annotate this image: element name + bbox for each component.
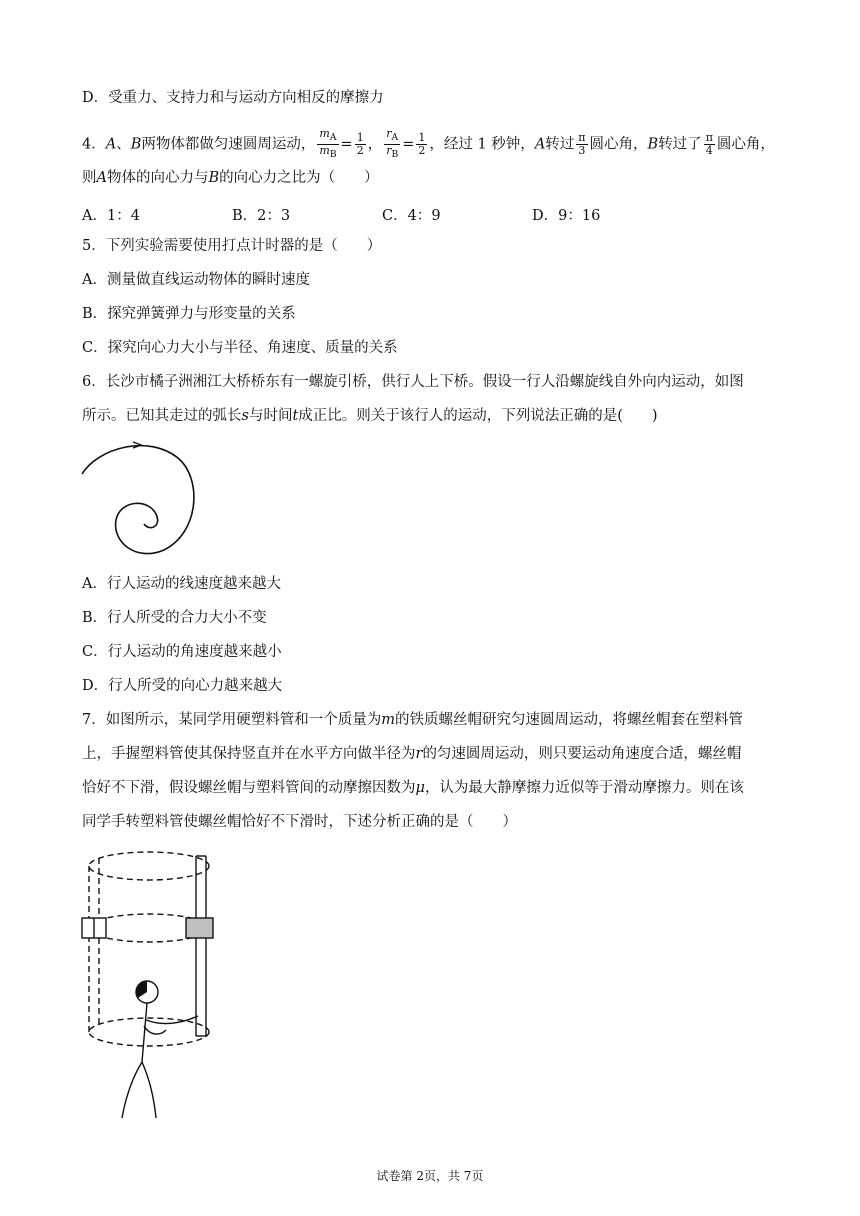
q4-number: 4． bbox=[82, 136, 106, 153]
q4-line2-end: 的向心力之比为（ ） bbox=[219, 170, 379, 186]
three: 3 bbox=[578, 144, 586, 158]
equals-1: = bbox=[340, 136, 353, 153]
q4-option-d[interactable]: D．9：16 bbox=[532, 208, 601, 224]
top-ellipse bbox=[89, 852, 209, 880]
q7-stem-line1 bbox=[82, 710, 743, 730]
m-b: m bbox=[319, 144, 330, 158]
q4-object-b-3: B bbox=[208, 170, 220, 186]
q4-object-a-2: A bbox=[534, 136, 546, 153]
pi-2: π bbox=[705, 131, 713, 145]
q4-sep: 、 bbox=[116, 136, 131, 153]
pi-1: π bbox=[578, 131, 586, 145]
half-fraction-2 bbox=[416, 132, 427, 157]
nut bbox=[186, 918, 213, 938]
q4-object-b: B bbox=[130, 136, 142, 153]
q7-line3-b: ，认为最大静摩擦力近似等于滑动摩擦力。则在该 bbox=[424, 780, 744, 796]
q7-stem-line3 bbox=[82, 778, 744, 798]
q4-stem-text1: 两物体都做匀速圆周运动， bbox=[141, 136, 316, 153]
q7-line2-b: 的匀速圆周运动，则只要运动角速度合适，螺丝帽 bbox=[422, 746, 742, 762]
q4-stem-text6: 圆心角， bbox=[716, 136, 775, 153]
person-body bbox=[142, 1003, 147, 1062]
q4-stem-text3: 转过 bbox=[545, 136, 575, 153]
half-num-2: 1 bbox=[418, 131, 426, 145]
r-b-sub: B bbox=[391, 149, 399, 161]
pi-over-4-fraction bbox=[704, 132, 715, 157]
q6-stem-line2 bbox=[82, 406, 658, 426]
q7-line1-b: 的铁质螺丝帽研究匀速圆周运动，将螺丝帽套在塑料管 bbox=[394, 712, 743, 728]
person-arm-2 bbox=[144, 1026, 166, 1034]
q4-options bbox=[82, 204, 782, 224]
q5-option-b[interactable]: B．探究弹簧弹力与形变量的关系 bbox=[82, 306, 296, 322]
equals-2: = bbox=[402, 136, 415, 153]
r-b: r bbox=[386, 144, 392, 158]
four: 4 bbox=[705, 144, 713, 158]
q7-line2-a: 上，手握塑料管使其保持竖直并在水平方向做半径为 bbox=[82, 746, 416, 762]
q4-option-b[interactable]: B．2：3 bbox=[232, 208, 291, 224]
radius-ratio-fraction bbox=[384, 128, 400, 161]
r-a-sub: A bbox=[391, 132, 399, 144]
m-a-sub: A bbox=[329, 132, 337, 144]
q6-line2-a: 所示。已知其走过的弧长 bbox=[82, 408, 242, 424]
person-leg-left bbox=[122, 1062, 142, 1118]
q4-stem-text2: ，经过 1 秒钟， bbox=[429, 136, 535, 153]
q6-option-d[interactable]: D．行人所受的向心力越来越大 bbox=[82, 678, 283, 694]
q4-stem-text4: 圆心角， bbox=[589, 136, 648, 153]
q4-option-c[interactable]: C．4：9 bbox=[382, 208, 441, 224]
q7-line1-a: 7．如图所示，某同学用硬塑料管和一个质量为 bbox=[82, 712, 382, 728]
arc-length-s: s bbox=[241, 408, 249, 424]
q4-option-a[interactable]: A．1：4 bbox=[82, 208, 140, 224]
q6-option-c[interactable]: C．行人运动的角速度越来越小 bbox=[82, 644, 282, 660]
spiral-curve bbox=[82, 446, 194, 554]
q4-line2-mid: 物体的向心力与 bbox=[106, 170, 209, 186]
q7-stem-line2 bbox=[82, 744, 741, 764]
m-b-sub: B bbox=[329, 149, 337, 161]
q7-line3-a: 恰好不下滑，假设螺丝帽与塑料管间的动摩擦因数为 bbox=[82, 780, 416, 796]
q6-stem-line1: 6．长沙市橘子洲湘江大桥桥东有一螺旋引桥，供行人上下桥。假设一行人沿螺旋线自外向内运动，如图 bbox=[82, 374, 744, 390]
q6-line2-b: 与时间 bbox=[248, 408, 293, 424]
q6-line2-c: 成正比。则关于该行人的运动，下列说法正确的是( ) bbox=[298, 408, 658, 424]
half-fraction-1 bbox=[355, 132, 366, 157]
mass-ratio-fraction bbox=[317, 128, 338, 161]
pi-over-3-fraction bbox=[576, 132, 587, 157]
q3-option-d: D．受重力、支持力和与运动方向相反的摩擦力 bbox=[82, 90, 384, 106]
q6-option-b[interactable]: B．行人所受的合力大小不变 bbox=[82, 610, 267, 626]
q7-stem-line4: 同学手转塑料管使螺丝帽恰好不下滑时，下述分析正确的是（ ） bbox=[82, 814, 517, 830]
q5-stem: 5．下列实验需要使用打点计时器的是（ ） bbox=[82, 238, 382, 254]
spiral-path-figure bbox=[78, 436, 208, 560]
q4-stem-line2 bbox=[82, 168, 379, 188]
rotating-tube-figure bbox=[74, 840, 224, 1130]
r-a: r bbox=[386, 127, 392, 140]
q6-option-a[interactable]: A．行人运动的线速度越来越大 bbox=[82, 576, 281, 592]
q4-object-a-3: A bbox=[96, 170, 107, 186]
friction-coefficient-mu: μ bbox=[415, 780, 425, 796]
mass-m: m bbox=[381, 712, 395, 728]
q4-object-b-2: B bbox=[647, 136, 659, 153]
page-footer: 试卷第 2页，共 7页 bbox=[376, 1169, 484, 1183]
person-leg-right bbox=[142, 1062, 156, 1118]
q5-option-a[interactable]: A．测量做直线运动物体的瞬时速度 bbox=[82, 272, 310, 288]
person-head-shade bbox=[136, 981, 147, 998]
m-a: m bbox=[319, 127, 330, 140]
q4-object-a: A bbox=[105, 136, 117, 153]
half-num-1: 1 bbox=[356, 131, 364, 145]
q5-option-c[interactable]: C．探究向心力大小与半径、角速度、质量的关系 bbox=[82, 340, 398, 356]
q4-line2-pre: 则 bbox=[82, 170, 97, 186]
radius-r: r bbox=[415, 746, 423, 762]
q4-comma: ， bbox=[367, 136, 383, 153]
time-t: t bbox=[292, 408, 299, 424]
q4-stem-line1 bbox=[82, 128, 775, 161]
half-den-1: 2 bbox=[356, 144, 364, 158]
q4-stem-text5: 转过了 bbox=[658, 136, 702, 153]
half-den-2: 2 bbox=[418, 144, 426, 158]
